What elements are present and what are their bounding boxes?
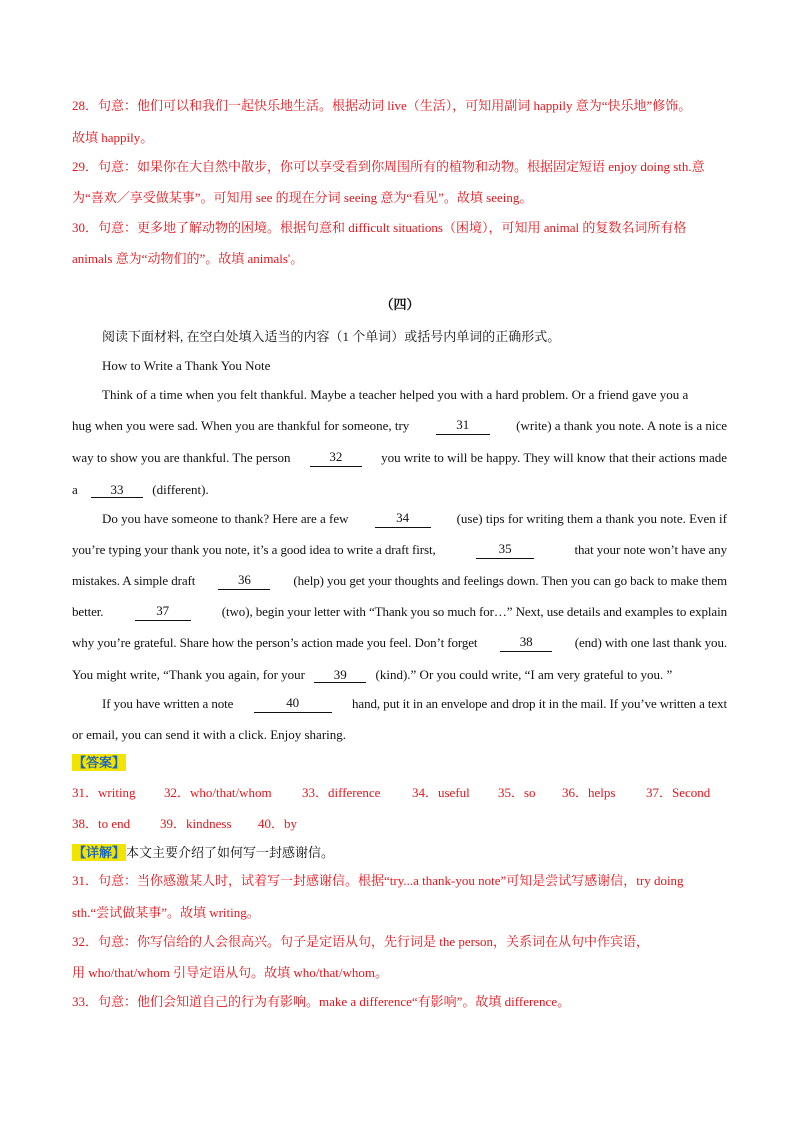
passage-text: (two), begin your letter with “Thank you so much for…” Next, use details and examples to explain bbox=[221, 604, 727, 619]
passage-text: mistakes. A simple draft bbox=[72, 573, 196, 588]
passage-line bbox=[72, 449, 727, 467]
detail-heading bbox=[72, 844, 334, 862]
blank-35: 35 bbox=[476, 541, 534, 559]
passage-line bbox=[72, 481, 209, 499]
answer-33: 33．difference bbox=[302, 785, 381, 800]
answer-heading bbox=[72, 754, 126, 772]
passage-line bbox=[72, 417, 727, 435]
explanation-32-line2: 用 who/that/whom 引导定语从句。故填 who/that/whom。 bbox=[72, 965, 388, 980]
blank-36: 36 bbox=[218, 572, 270, 590]
passage-text: Do you have someone to thank? Here are a few bbox=[102, 511, 349, 526]
answer-40: 40．by bbox=[258, 816, 298, 831]
passage-text: why you’re grateful. Share how the person’s action made you feel. Don’t forget bbox=[72, 635, 478, 650]
answer-34: 34．useful bbox=[412, 785, 470, 800]
passage-line bbox=[102, 510, 727, 528]
passage-text: way to show you are thankful. The person bbox=[72, 450, 291, 465]
passage-text: (kind).” Or you could write, “I am very grateful to you. ” bbox=[375, 667, 673, 682]
passage-title: How to Write a Thank You Note bbox=[102, 358, 271, 373]
explanation-32-line1: 32．句意：你写信给的人会很高兴。句子是定语从句，先行词是 the person，关系词在从句中作宾语， bbox=[72, 934, 650, 949]
detail-intro: 本文主要介绍了如何写一封感谢信。 bbox=[126, 845, 335, 860]
section-title: （四） bbox=[380, 297, 420, 312]
explanation-30-line1: 30．句意：更多地了解动物的困境。根据句意和 difficult situations（困境），可知用 animal 的复数名词所有格 bbox=[72, 220, 687, 235]
answer-31: 31．writing bbox=[72, 785, 136, 800]
passage-text: Think of a time when you felt thankful. Maybe a teacher helped you with a hard problem. Or a friend gave you a bbox=[102, 387, 689, 402]
blank-31: 31 bbox=[436, 417, 490, 435]
passage-line bbox=[72, 541, 727, 559]
passage-line bbox=[72, 666, 672, 684]
explanation-31-line2: sth.“尝试做某事”。故填 writing。 bbox=[72, 905, 260, 920]
instruction: 阅读下面材料, 在空白处填入适当的内容（1 个单词）或括号内单词的正确形式。 bbox=[102, 329, 561, 344]
answer-tag: 【答案】 bbox=[73, 755, 126, 770]
passage-line bbox=[72, 603, 727, 621]
explanation-30-line2: animals 意为“动物们的”。故填 animals'。 bbox=[72, 251, 304, 266]
passage-text: (write) a thank you note. A note is a nice bbox=[516, 418, 727, 433]
passage-line bbox=[102, 386, 727, 404]
answer-39: 39．kindness bbox=[160, 816, 232, 831]
explanation-29-line2: 为“喜欢／享受做某事”。可知用 see 的现在分词 seeing 意为“看见”。故填 seeing。 bbox=[72, 190, 533, 205]
passage-text: You might write, “Thank you again, for your bbox=[72, 667, 306, 682]
passage-line bbox=[72, 634, 727, 652]
passage-text: (help) you get your thoughts and feelings down. Then you can go back to make them bbox=[293, 573, 727, 588]
blank-39: 39 bbox=[314, 667, 366, 683]
answer-35: 35．so bbox=[498, 785, 536, 800]
explanation-28-line2: 故填 happily。 bbox=[72, 130, 154, 145]
passage-text: hand, put it in an envelope and drop it in the mail. If you’ve written a text bbox=[352, 696, 727, 711]
passage-text: hug when you were sad. When you are thankful for someone, try bbox=[72, 418, 410, 433]
passage-text: that your note won’t have any bbox=[574, 542, 727, 557]
answer-37: 37．Second bbox=[646, 785, 711, 800]
passage-text: (different). bbox=[152, 482, 209, 497]
passage-text: a bbox=[72, 482, 78, 497]
passage-text: (end) with one last thank you. bbox=[574, 635, 727, 650]
detail-tag: 【详解】 bbox=[73, 845, 126, 860]
blank-40: 40 bbox=[254, 695, 332, 713]
passage-text: If you have written a note bbox=[102, 696, 234, 711]
blank-32: 32 bbox=[310, 449, 362, 467]
answer-36: 36．helps bbox=[562, 785, 616, 800]
blank-33: 33 bbox=[91, 482, 143, 498]
passage-text: you’re typing your thank you note, it’s a good idea to write a draft first, bbox=[72, 542, 436, 557]
answer-32: 32．who/that/whom bbox=[164, 785, 272, 800]
passage-text: better. bbox=[72, 604, 104, 619]
passage-text: (use) tips for writing them a thank you note. Even if bbox=[456, 511, 727, 526]
explanation-28-line1: 28．句意：他们可以和我们一起快乐地生活。根据动词 live（生活），可知用副词 happily 意为“快乐地”修饰。 bbox=[72, 98, 692, 113]
passage-line bbox=[72, 726, 346, 744]
passage-text: or email, you can send it with a click. Enjoy sharing. bbox=[72, 727, 347, 742]
explanation-31-line1: 31．句意：当你感激某人时，试着写一封感谢信。根据“try...a thank-you note”可知是尝试写感谢信，try doing bbox=[72, 873, 684, 888]
passage-text: you write to will be happy. They will know that their actions made bbox=[381, 450, 727, 465]
passage-line bbox=[72, 572, 727, 590]
blank-38: 38 bbox=[500, 634, 552, 652]
blank-34: 34 bbox=[375, 510, 431, 528]
explanation-29-line1: 29．句意：如果你在大自然中散步，你可以享受看到你周围所有的植物和动物。根据固定短语 enjoy doing sth.意 bbox=[72, 159, 705, 174]
blank-37: 37 bbox=[135, 603, 191, 621]
passage-line bbox=[102, 695, 727, 713]
answer-38: 38．to end bbox=[72, 816, 131, 831]
explanation-33-line1: 33．句意：他们会知道自己的行为有影响。make a difference“有影响”。故填 difference。 bbox=[72, 994, 571, 1009]
